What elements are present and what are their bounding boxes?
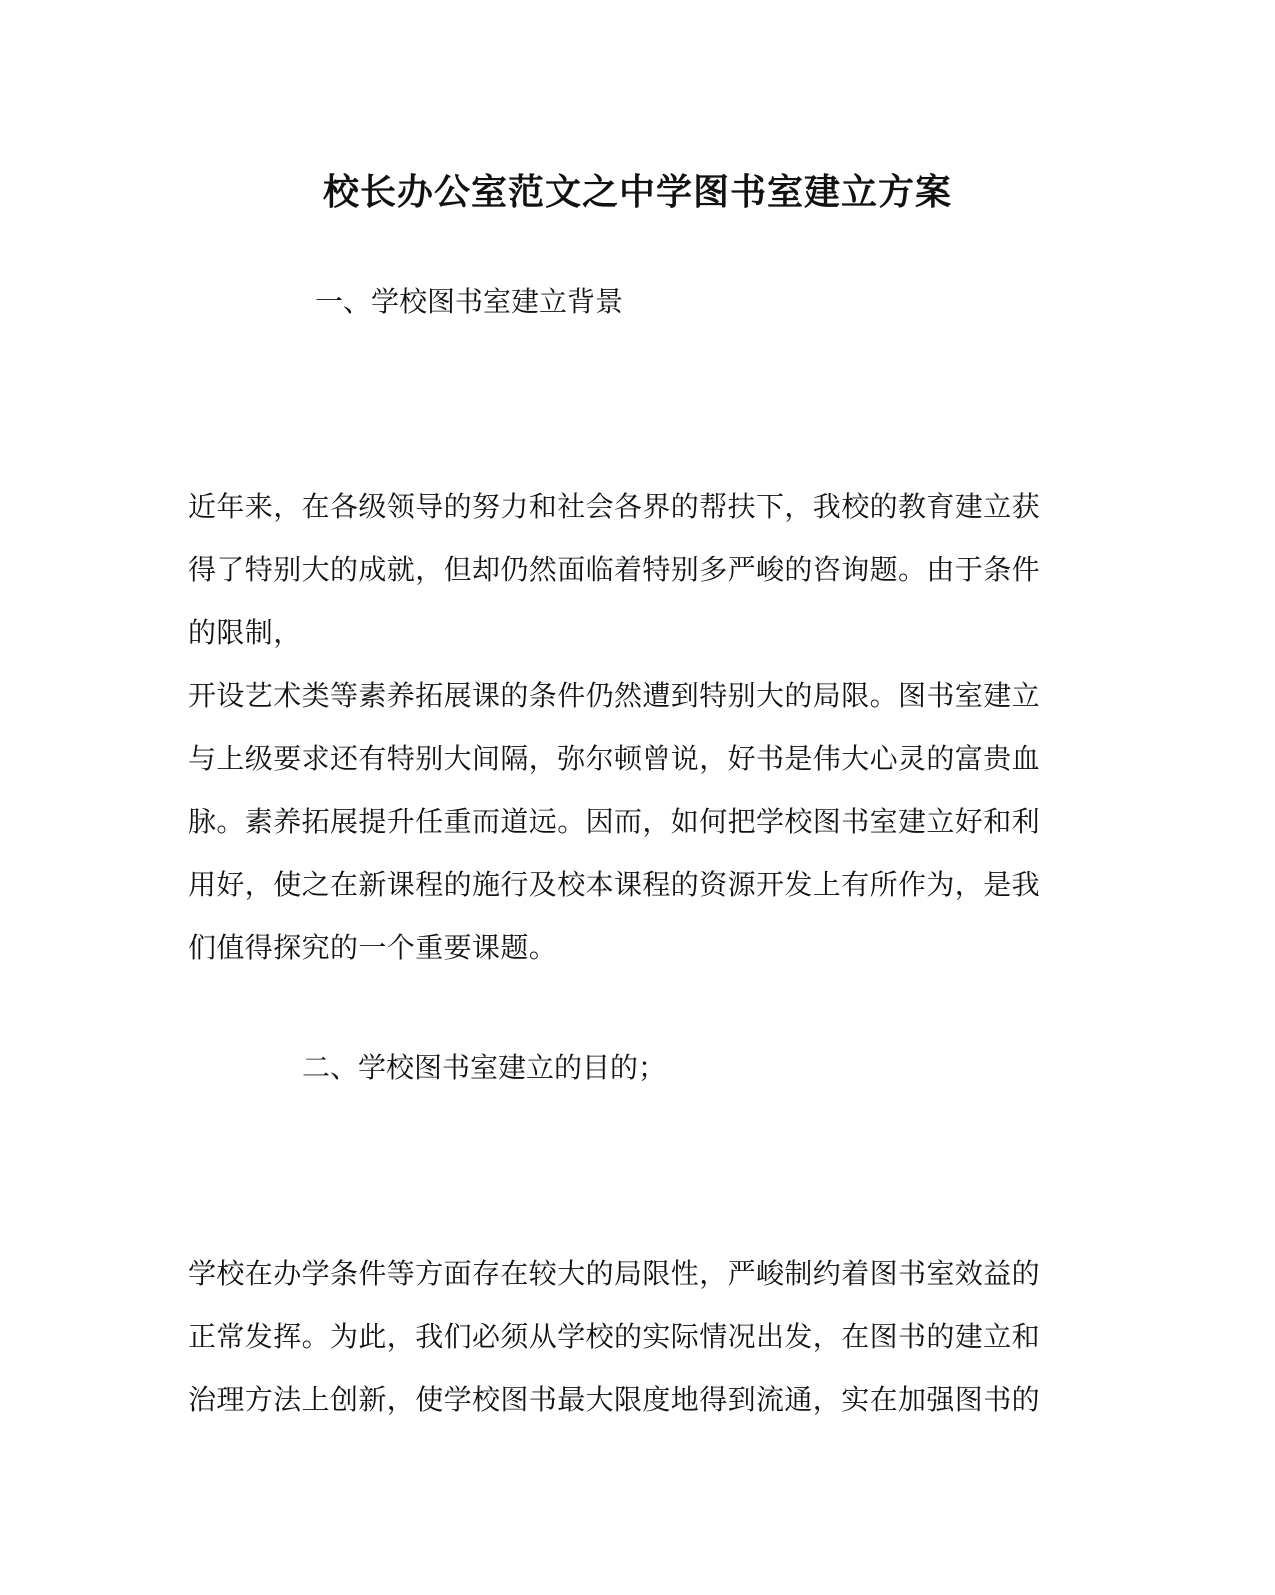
paragraph-line: 正常发挥。为此，我们必须从学校的实际情况出发，在图书的建立和: [188, 1320, 1041, 1353]
section-heading-purpose: 二、学校图书室建立的目的；: [302, 1051, 667, 1084]
paragraph-line: 得了特别大的成就，但却仍然面临着特别多严峻的咨询题。由于条件: [188, 553, 1041, 586]
paragraph-line: 用好，使之在新课程的施行及校本课程的资源开发上有所作为，是我: [188, 868, 1041, 901]
paragraph-line: 的限制，: [188, 616, 302, 649]
paragraph-line: 开设艺术类等素养拓展课的条件仍然遭到特别大的局限。图书室建立: [188, 679, 1041, 712]
section2-paragraph: [188, 1242, 1068, 1431]
section-heading-background: 一、学校图书室建立背景: [315, 285, 624, 318]
paragraph-line: 学校在办学条件等方面存在较大的局限性，严峻制约着图书室效益的: [188, 1257, 1041, 1290]
paragraph-line: 治理方法上创新，使学校图书最大限度地得到流通，实在加强图书的: [188, 1383, 1041, 1416]
paragraph-line: 近年来，在各级领导的努力和社会各界的帮扶下，我校的教育建立获: [188, 490, 1041, 523]
section1-paragraph: [188, 475, 1068, 979]
paragraph-line: 与上级要求还有特别大间隔，弥尔顿曾说，好书是伟大心灵的富贵血: [188, 742, 1041, 775]
paragraph-line: 们值得探究的一个重要课题。: [188, 931, 558, 964]
document-title: 校长办公室范文之中学图书室建立方案: [322, 171, 952, 213]
paragraph-line: 脉。素养拓展提升任重而道远。因而，如何把学校图书室建立好和利: [188, 805, 1041, 838]
